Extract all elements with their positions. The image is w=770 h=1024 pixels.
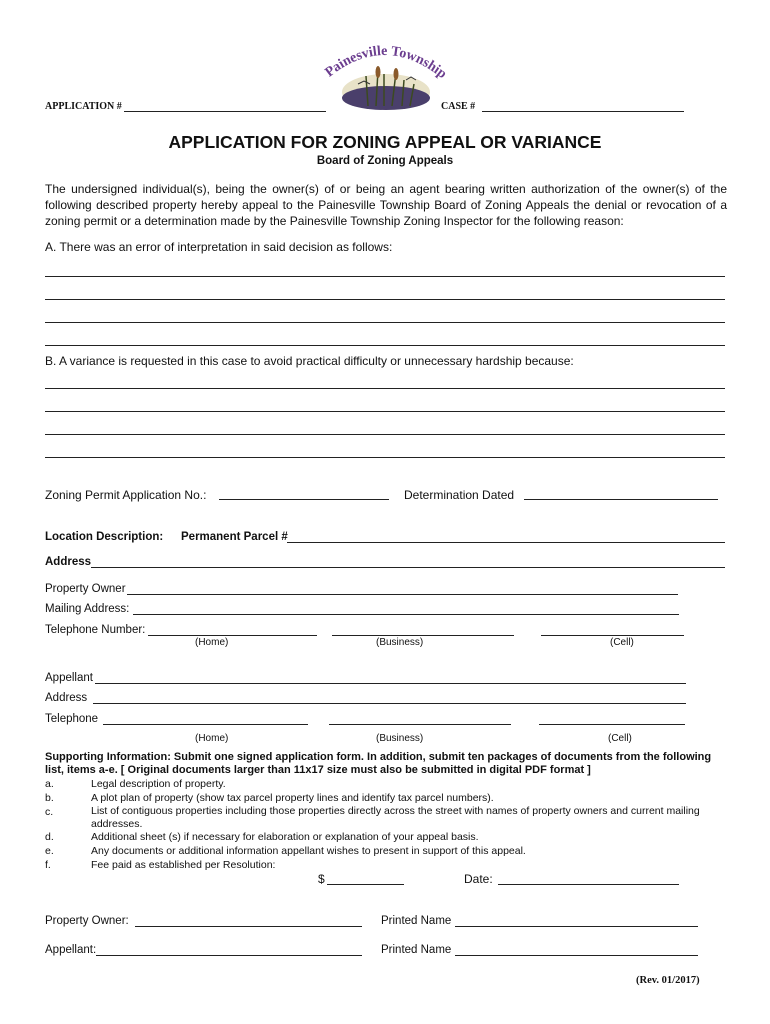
location-description-label: Location Description: — [45, 531, 164, 543]
zoning-permit-label: Zoning Permit Application No.: — [45, 488, 207, 502]
owner-business-phone-field[interactable] — [332, 635, 514, 636]
list-item-text: Additional sheet (s) if necessary for elaboration or explanation of your appeal basis. — [91, 831, 479, 843]
township-logo — [318, 40, 450, 112]
appellant-business-caption: (Business) — [376, 733, 424, 744]
mailing-address-label: Mailing Address: — [45, 603, 130, 615]
owner-home-phone-field[interactable] — [148, 635, 317, 636]
owner-cell-phone-field[interactable] — [541, 635, 684, 636]
list-item — [45, 791, 725, 805]
appellant-business-phone-field[interactable] — [329, 724, 511, 725]
section-a-line-3[interactable] — [45, 322, 725, 323]
list-item-text: Legal description of property. — [91, 778, 226, 790]
appellant-signature-field[interactable] — [96, 955, 362, 956]
application-number-field[interactable] — [124, 111, 326, 112]
list-item-letter: e. — [45, 845, 54, 857]
section-a-label: A. There was an error of interpretation in said decision as follows: — [45, 240, 393, 254]
permanent-parcel-label: Permanent Parcel # — [181, 531, 288, 543]
appellant-address-field[interactable] — [93, 703, 686, 704]
section-a-line-4[interactable] — [45, 345, 725, 346]
list-item-letter: c. — [45, 806, 54, 818]
appellant-field[interactable] — [95, 683, 686, 684]
owner-cell-caption: (Cell) — [610, 637, 634, 648]
appellant-label: Appellant — [45, 672, 93, 684]
determination-dated-field[interactable] — [524, 499, 718, 500]
owner-printed-name-field[interactable] — [455, 926, 698, 927]
property-owner-field[interactable] — [127, 594, 678, 595]
list-item-letter: a. — [45, 778, 54, 790]
zoning-permit-field[interactable] — [219, 499, 389, 500]
section-b-line-2[interactable] — [45, 411, 725, 412]
list-item-letter: f. — [45, 859, 51, 871]
application-number-label: APPLICATION # — [45, 101, 122, 112]
section-a-line-1[interactable] — [45, 276, 725, 277]
section-a-line-2[interactable] — [45, 299, 725, 300]
telephone-number-label: Telephone Number: — [45, 624, 146, 636]
case-number-field[interactable] — [482, 111, 684, 112]
owner-signature-field[interactable] — [135, 926, 362, 927]
appellant-cell-phone-field[interactable] — [539, 724, 685, 725]
appellant-printed-name-field[interactable] — [455, 955, 698, 956]
date-field[interactable] — [498, 884, 679, 885]
section-b-line-4[interactable] — [45, 457, 725, 458]
list-item-text: Fee paid as established per Resolution: — [91, 859, 276, 871]
permanent-parcel-field[interactable] — [287, 542, 725, 543]
page-subtitle: Board of Zoning Appeals — [316, 155, 454, 167]
owner-printed-name-label: Printed Name — [381, 915, 452, 927]
list-item-text: Any documents or additional information appellant wishes to present in support of this appeal. — [91, 845, 526, 857]
page-title: APPLICATION FOR ZONING APPEAL OR VARIANCE — [168, 132, 602, 152]
list-item — [45, 830, 725, 844]
list-item-letter: d. — [45, 831, 54, 843]
list-item — [45, 844, 725, 858]
appellant-telephone-label: Telephone — [45, 713, 99, 725]
property-owner-label: Property Owner — [45, 583, 126, 595]
date-label: Date: — [464, 872, 493, 886]
list-item-text: A plot plan of property (show tax parcel property lines and identify tax parcel numbers). — [91, 792, 494, 804]
determination-dated-label: Determination Dated — [404, 488, 515, 502]
logo-text: Painesville Township — [322, 43, 450, 82]
owner-home-caption: (Home) — [195, 637, 229, 648]
address-label: Address — [45, 556, 92, 568]
appellant-address-label: Address — [45, 692, 88, 704]
list-item-letter: b. — [45, 792, 54, 804]
supporting-list — [45, 777, 725, 872]
section-b-line-1[interactable] — [45, 388, 725, 389]
owner-signature-label: Property Owner: — [45, 915, 129, 927]
logo-graphic — [318, 40, 450, 112]
supporting-info-heading: Supporting Information: Submit one signed application form. In addition, submit ten packages of documents from the following list, items a-e. [ Original documents larger than 11x17 size must also be submitted in digital PDF format ] — [45, 751, 712, 776]
owner-business-caption: (Business) — [376, 637, 424, 648]
appellant-signature-label: Appellant: — [45, 944, 97, 956]
fee-amount-field[interactable] — [327, 884, 404, 885]
list-item-text: List of contiguous properties including those properties directly across the street with names of property owners and current mailing addresses. — [91, 805, 700, 830]
list-item — [45, 858, 725, 872]
address-field[interactable] — [91, 567, 725, 568]
appellant-printed-name-label: Printed Name — [381, 944, 452, 956]
appellant-home-caption: (Home) — [195, 733, 229, 744]
revision-label: (Rev. 01/2017) — [636, 975, 700, 986]
appellant-cell-caption: (Cell) — [608, 733, 632, 744]
case-number-label: CASE # — [441, 101, 476, 112]
mailing-address-field[interactable] — [133, 614, 679, 615]
fee-dollar-sign: $ — [318, 872, 325, 886]
intro-paragraph: The undersigned individual(s), being the owner(s) of or being an agent bearing written authorization of the owner(s) of the following described property hereby appeal to the Painesville Township Board of Zoning Appeals the denial or revocation of a zoning permit or a determination made by the Painesville Township Zoning Inspector for the following reason: — [45, 182, 727, 228]
list-item — [45, 805, 725, 830]
list-item — [45, 777, 725, 791]
appellant-home-phone-field[interactable] — [103, 724, 308, 725]
section-b-line-3[interactable] — [45, 434, 725, 435]
section-b-label: B. A variance is requested in this case to avoid practical difficulty or unnecessary hardship because: — [45, 354, 574, 368]
